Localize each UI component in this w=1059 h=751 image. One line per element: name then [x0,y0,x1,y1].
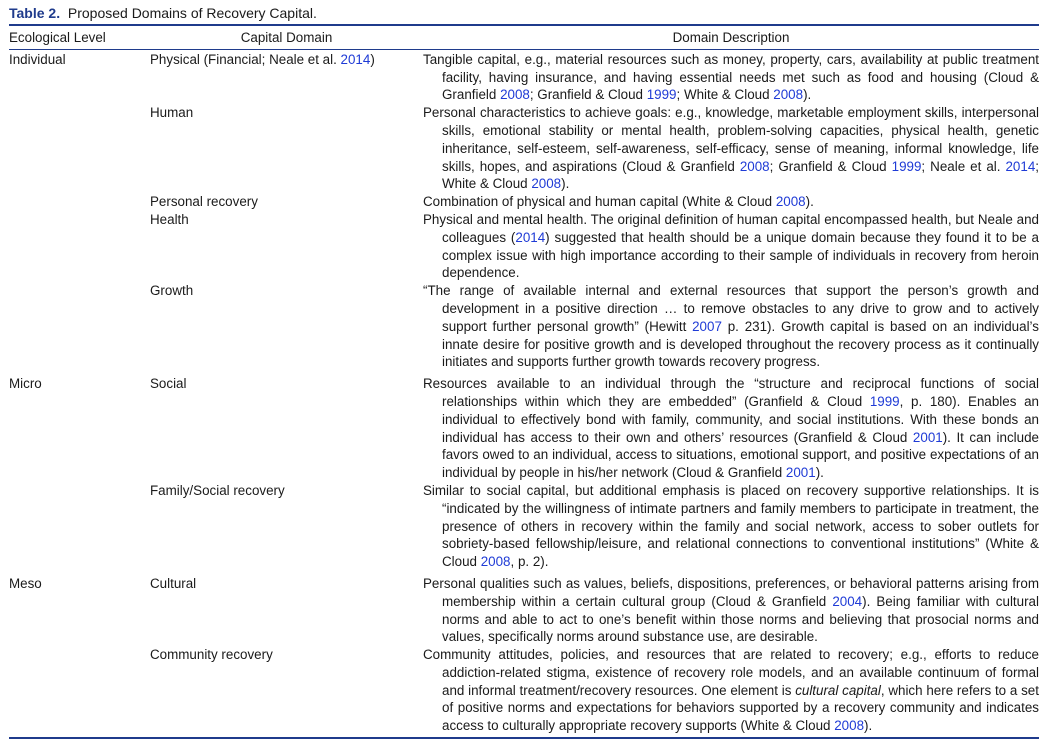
citation-year-link[interactable]: 2007 [692,318,722,334]
text-fragment: , which here refers to a set of positive norms and expectations for behaviors supported by a recovery community and indicates access to culturally appropriate recovery supports (White & Cloud [442,682,1039,734]
ecological-level-cell [9,104,150,193]
ecological-level-cell: Meso [9,575,42,591]
citation-year-link[interactable]: 2014 [1005,158,1036,174]
text-fragment: ; Granfield & Cloud [769,158,892,174]
domain-description-cell [423,193,1039,211]
citation-year-link[interactable]: 2008 [834,718,865,734]
text-fragment: p. 231). Growth capital is based on an individual’s innate desire for positive growth and is developed throughout the recovery process as it continually initiates and supports further growth towards recovery progress. [442,318,1039,370]
capital-domain-cell [150,282,423,371]
ecological-level-cell: Micro [9,376,42,392]
table-container [9,4,1039,739]
citation-year-link[interactable]: 2008 [739,158,770,174]
text-fragment: Personal recovery [150,194,258,210]
domain-description-cell [423,282,1039,371]
text-fragment: ). Being familiar with cultural norms and able to act to one’s benefit within those norms and believing that prosocial norms and values, specifically norms around substance use, are desirable. [442,593,1039,645]
table-row [9,104,1039,193]
table-row [9,193,1039,211]
citation-year-link[interactable]: 2008 [531,176,562,192]
domain-description-cell [423,50,1039,104]
table-row [9,571,1039,646]
text-fragment: , p. 180). Enables an individual to effectively bond with family, community, and social institutions. With these bonds an individual has access to their own and others’ resources (Granfield & Cloud [442,393,1039,445]
text-fragment: ). [815,465,824,481]
table-label: Table 2. [9,5,61,21]
text-fragment: ; White & Cloud [442,158,1040,192]
text-fragment: Cultural [150,575,197,591]
domain-description-cell [423,646,1039,735]
table-row [9,646,1039,735]
recovery-capital-table [9,26,1039,49]
ecological-level-cell: Individual [9,51,66,67]
text-fragment: Personal qualities such as values, beliefs, dispositions, preferences, or behavioral patterns arising from membership within a certain cultural group (Cloud & Granfield [423,575,1039,609]
text-fragment: Tangible capital, e.g., material resources such as money, property, cars, availability at public treatment facility, having insurance, and having essential needs met such as food and housing (Cloud & Granfield [423,51,1039,103]
domain-description-cell [423,104,1039,193]
domain-description-cell [423,482,1039,571]
capital-domain-cell [150,482,423,571]
citation-year-link[interactable]: 2008 [480,554,511,570]
capital-domain-cell [150,104,423,193]
text-fragment: , p. 2). [510,554,549,570]
ecological-level-cell [9,482,150,571]
ecological-level-cell [9,282,150,371]
citation-year-link[interactable]: 1999 [646,87,677,103]
text-fragment: Physical and mental health. The original definition of human capital encompassed health, but Neale and colleagues ( [423,211,1039,245]
citation-year-link[interactable]: 2014 [340,51,371,67]
header-capital-domain: Capital Domain [240,30,333,45]
capital-domain-cell [150,646,423,735]
text-fragment: Similar to social capital, but additional emphasis is placed on recovery supportive relationships. It is “indicated by the willingness of intimate partners and family members to participate in treatment, the presence of others in recovery within the family and social network, access to sober outlets for sobriety-based fellowship/leisure, and relational connections to conventional institutions” (White & Cloud [423,482,1039,570]
capital-domain-cell [150,50,423,104]
table-row [9,371,1039,482]
table-row [9,50,1039,104]
text-fragment: Social [150,376,187,392]
text-fragment: ; Granfield & Cloud [529,87,647,103]
citation-year-link[interactable]: 2001 [912,429,943,445]
capital-domain-cell [150,193,423,211]
citation-year-link[interactable]: 1999 [891,158,922,174]
text-fragment: ). [803,87,812,103]
citation-year-link[interactable]: 1999 [869,393,900,409]
header-ecological-level: Ecological Level [9,30,106,45]
table-row [9,211,1039,282]
header-row [9,26,1039,49]
text-fragment: ). [864,718,873,734]
text-fragment: “The range of available internal and external resources that support the person’s growth and development in a positive direction … to remove obstacles to any drive to grow and to actively support further personal growth” (Hewitt [423,283,1039,334]
table-row [9,282,1039,371]
italic-term: cultural capital [795,682,881,698]
citation-year-link[interactable]: 2014 [515,229,546,245]
text-fragment: Community attitudes, policies, and resources that are related to recovery; e.g., efforts to reduce addiction-related stigma, existence of recovery role models, and an available continuum of formal and informal treatment/recovery resources. One element is [423,647,1039,698]
capital-domain-cell [150,371,423,482]
text-fragment: Combination of physical and human capital (White & Cloud [423,194,776,210]
capital-domain-cell [150,571,423,646]
text-fragment: ). It can include favors owed to an individual, access to situations, emotional support, and positive expectations of an individual by people in his/her network (Cloud & Granfield [442,429,1039,481]
text-fragment: ). [805,194,814,210]
text-fragment: ) suggested that health should be a unique domain because they found it to be a complex issue with high importance according to their sample of individuals in recovery from heroin dependence. [442,229,1039,281]
citation-year-link[interactable]: 2008 [775,194,806,210]
text-fragment: Human [150,105,194,121]
text-fragment: Community recovery [150,647,273,663]
table-row [9,482,1039,571]
ecological-level-cell [9,646,150,735]
text-fragment: ) [370,51,375,67]
header-domain-description: Domain Description [672,30,790,45]
ecological-level-cell [9,211,150,282]
text-fragment: Resources available to an individual through the “structure and reciprocal functions of social relationships within which they are embedded” (Granfield & Cloud [423,376,1039,409]
domain-description-cell [423,371,1039,482]
text-fragment: Personal characteristics to achieve goals: e.g., knowledge, marketable employment skills, interpersonal skills, emotional stability or mental health, problem-solving capacities, physical health, genetic inheritance, self-esteem, self-awareness, self-efficacy, sense of meaning, informal knowledge, life skills, hopes, and aspirations (Cloud & Granfield [423,105,1039,174]
ecological-level-cell [9,193,150,211]
domain-description-cell [423,211,1039,282]
text-fragment: ; Neale et al. [921,158,1006,174]
domain-description-cell [423,571,1039,646]
citation-year-link[interactable]: 2008 [500,87,530,103]
text-fragment: Family/Social recovery [150,482,285,498]
citation-year-link[interactable]: 2008 [773,87,804,103]
citation-year-link[interactable]: 2004 [832,593,863,609]
text-fragment: Health [150,211,189,227]
text-fragment: ). [561,176,570,192]
citation-year-link[interactable]: 2001 [785,465,816,481]
table-caption [9,4,1039,24]
text-fragment: Growth [150,283,194,299]
table-title: Proposed Domains of Recovery Capital. [67,5,317,21]
text-fragment: Physical (Financial; Neale et al. [150,51,341,67]
text-fragment: ; White & Cloud [676,87,774,103]
table-body [9,50,1039,735]
capital-domain-cell [150,211,423,282]
bottom-rule [9,737,1039,739]
